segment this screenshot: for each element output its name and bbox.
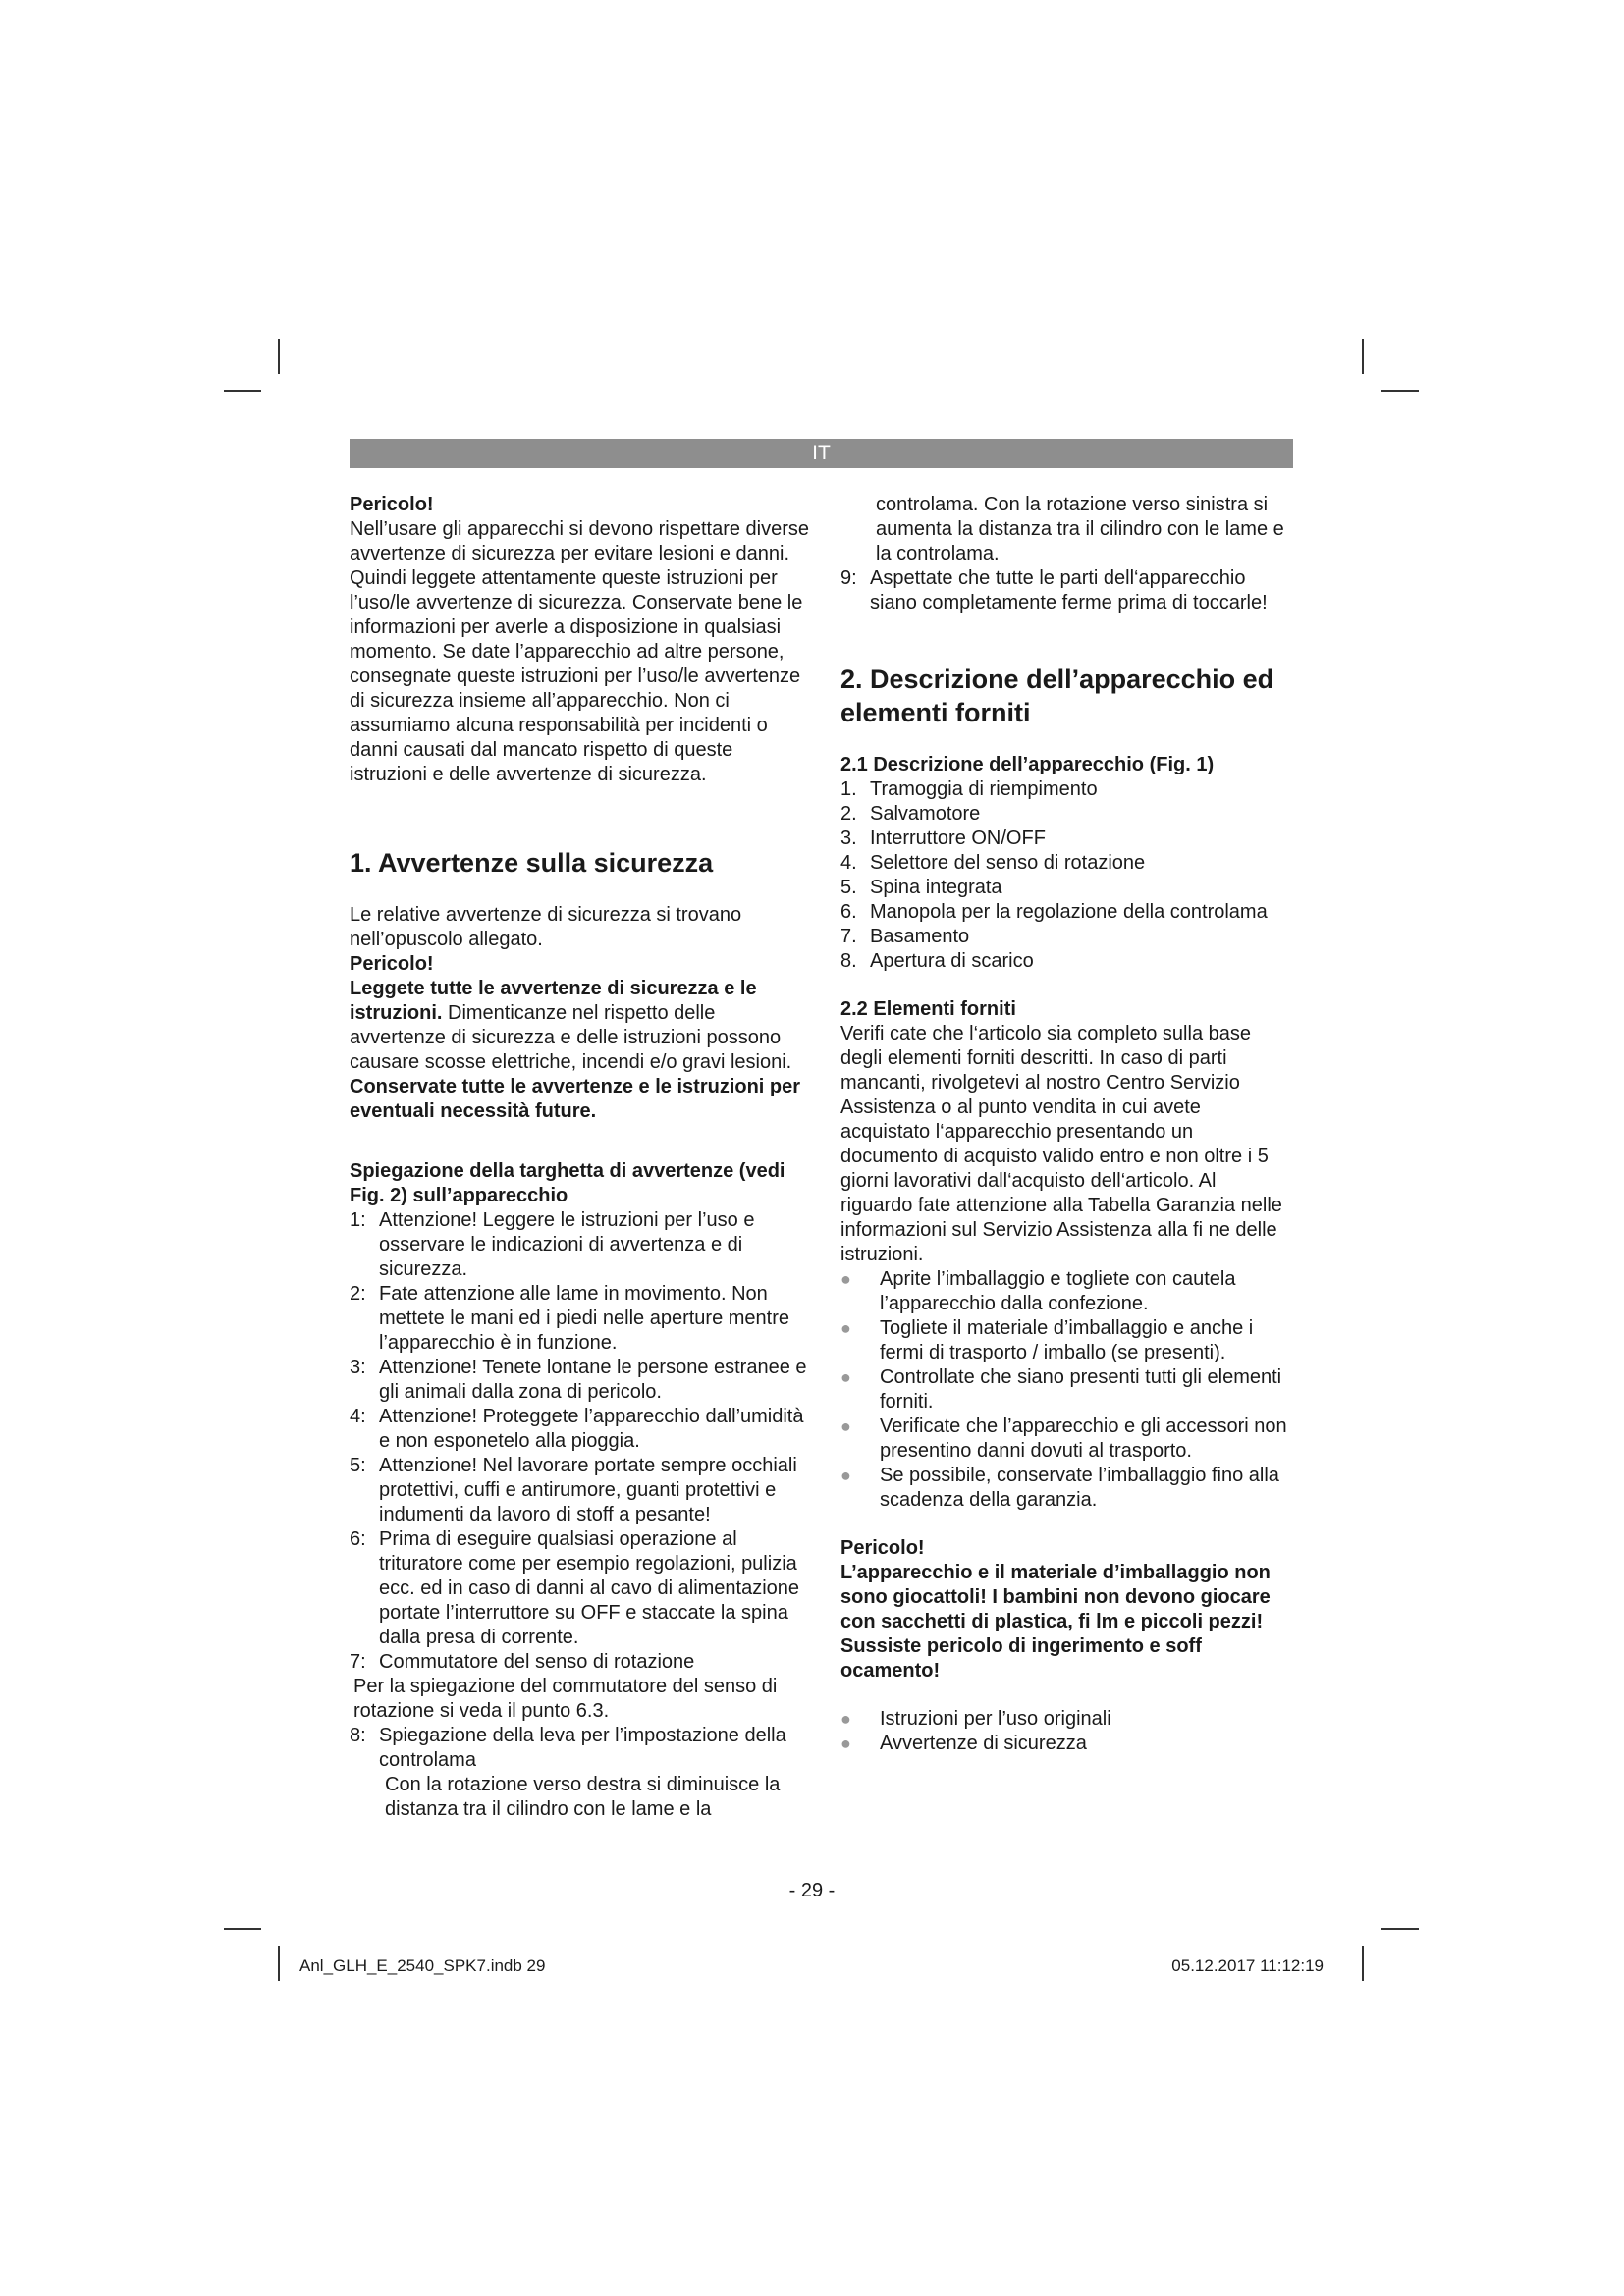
list-item: 1. Tramoggia di riempimento <box>840 778 1098 800</box>
list-item: ● Avvertenze di sicurezza <box>840 1733 1087 1754</box>
footer-file-name: Anl_GLH_E_2540_SPK7.indb 29 <box>299 1956 546 1975</box>
packaging-warning-text: L’apparecchio e il materiale d’imballaggio non sono giocattoli! I bambini non devono giocare con sacchetti di plastica, fi lm e piccoli pezzi! Sussiste pericolo di ingerimento e soff ocamento! <box>840 1562 1271 1682</box>
list-item: 9: Aspettate che tutte le parti dell‘apparecchio siano completamente ferme prima di toccarle! <box>840 567 1268 614</box>
language-header-bar <box>350 439 1293 468</box>
warning-plate-list-continued <box>350 1724 811 1773</box>
list-item: 8. Apertura di scarico <box>840 950 1034 972</box>
list-item: 6. Manopola per la regolazione della controlama <box>840 901 1268 923</box>
plate-8-detail: Con la rotazione verso destra si diminuisce la distanza tra il cilindro con le lame e la <box>385 1774 781 1820</box>
crop-mark-top-right-h <box>1381 390 1419 392</box>
list-item: 8: Spiegazione della leva per l’impostazione della controlama <box>350 1725 786 1771</box>
warning-plate-title: Spiegazione della targhetta di avvertenze (vedi Fig. 2) sull’apparecchio <box>350 1160 785 1206</box>
list-item: ● Aprite l’imballaggio e togliete con cautela l’apparecchio dalla confezione. <box>840 1268 1236 1314</box>
section-1-bold-read: Leggete tutte le avvertenze di sicurezza e le istruzioni. <box>350 978 757 1024</box>
section-1-title: 1. Avvertenze sulla sicurezza <box>350 848 714 878</box>
bullet-icon: ● <box>840 1367 851 1387</box>
crop-mark-bottom-left-h <box>224 1928 261 1930</box>
page-number: - 29 - <box>788 1880 836 1901</box>
included-documents-list <box>840 1707 1293 1756</box>
list-item: 7: Commutatore del senso di rotazione <box>350 1651 695 1673</box>
crop-mark-top-left-v <box>278 339 280 374</box>
crop-mark-bottom-left-v <box>278 1946 280 1981</box>
section-2-1-title: 2.1 Descrizione dell’apparecchio (Fig. 1) <box>840 754 1215 775</box>
left-column <box>350 493 811 1822</box>
list-item: 2: Fate attenzione alle lame in movimento. Non mettete le mani ed i piedi nelle aperture mentre l’apparecchio è in funzione. <box>350 1283 790 1354</box>
list-item: 7. Basamento <box>840 926 970 947</box>
crop-mark-top-right-v <box>1362 339 1364 374</box>
warning-plate-list <box>350 1208 811 1675</box>
bullet-icon: ● <box>840 1318 851 1338</box>
list-item: 2. Salvamotore <box>840 803 981 825</box>
list-item: 4. Selettore del senso di rotazione <box>840 852 1146 874</box>
packaging-warning-heading: Pericolo! <box>840 1537 925 1559</box>
right-column <box>840 493 1293 1756</box>
list-item: 5. Spina integrata <box>840 877 1002 898</box>
list-item: 5: Attenzione! Nel lavorare portate sempre occhiali protettivi, cuffi e antirumore, guanti protettivi e indumenti da lavoro di stoff a pesante! <box>350 1455 797 1525</box>
list-item: ● Istruzioni per l’uso originali <box>840 1708 1111 1730</box>
rotation-switch-note: Per la spiegazione del commutatore del senso di rotazione si veda il punto 6.3. <box>353 1676 778 1722</box>
intro-paragraph: Nell’usare gli apparecchi si devono rispettare diverse avvertenze di sicurezza per evitare lesioni e danni. Quindi leggete attentamente queste istruzioni per l’uso/le avvertenze di sicurezza. Conservate bene le informazioni per averle a disposizione in qualsiasi momento. Se date l’apparecchio ad altre persone, consegnate queste istruzioni per l’uso/le avvertenze di sicurezza insieme all’apparecchio. Non ci assumiamo alcuna responsabilità per incidenti o danni causati dal mancato rispetto di queste istruzioni e delle avvertenze di sicurezza. <box>350 518 810 785</box>
section-2-2-paragraph: Verifi cate che l‘articolo sia completo sulla base degli elementi forniti descritti. In caso di parti mancanti, rivolgetevi al nostro Centro Servizio Assistenza o al punto vendita in cui avete acquistato l‘apparecchio presentando un documento di acquisto valido entro e non oltre i 5 giorni lavorativi dall‘acquisto dell‘articolo. Al riguardo fate attenzione alla Tabella Garanzia nelle informazioni sul Servizio Assistenza alla fi ne delle istruzioni. <box>840 1023 1282 1265</box>
bullet-icon: ● <box>840 1734 851 1753</box>
crop-mark-bottom-right-h <box>1381 1928 1419 1930</box>
bullet-icon: ● <box>840 1709 851 1729</box>
section-2-2-title: 2.2 Elementi forniti <box>840 998 1016 1020</box>
list-item: ● Controllate che siano presenti tutti gli elementi forniti. <box>840 1366 1282 1413</box>
list-item: 4: Attenzione! Proteggete l’apparecchio dall’umidità e non esponetelo alla pioggia. <box>350 1406 804 1452</box>
list-item: 1: Attenzione! Leggere le istruzioni per l’uso e osservare le indicazioni di avvertenza e di sicurezza. <box>350 1209 755 1280</box>
list-item: ● Togliete il materiale d’imballaggio e anche i fermi di trasporto / imballo (se presenti). <box>840 1317 1254 1363</box>
parts-list <box>840 777 1293 974</box>
bullet-icon: ● <box>840 1269 851 1289</box>
intro-warning-heading: Pericolo! <box>350 494 434 515</box>
section-2-title: 2. Descrizione dell’apparecchio ed elementi forniti <box>840 665 1274 727</box>
plate-8-detail-continued: controlama. Con la rotazione verso sinistra si aumenta la distanza tra il cilindro con le lame e la controlama. <box>876 494 1284 564</box>
crop-mark-bottom-right-v <box>1362 1946 1364 1981</box>
list-item: 3. Interruttore ON/OFF <box>840 828 1046 849</box>
warning-plate-list-end <box>840 566 1293 615</box>
bullet-icon: ● <box>840 1466 851 1485</box>
unpacking-steps-list <box>840 1267 1293 1513</box>
section-1-bold-keep: Conservate tutte le avvertenze e le istruzioni per eventuali necessità future. <box>350 1076 801 1122</box>
section-1-consequences: Dimenticanze nel rispetto delle avvertenze di sicurezza e delle istruzioni possono causare scosse elettriche, incendi e/o gravi lesioni. <box>350 1002 792 1073</box>
list-item: ● Se possibile, conservate l’imballaggio fino alla scadenza della garanzia. <box>840 1465 1279 1511</box>
crop-mark-top-left-h <box>224 390 261 392</box>
footer-timestamp: 05.12.2017 11:12:19 <box>1171 1956 1324 1975</box>
bullet-icon: ● <box>840 1416 851 1436</box>
section-1-warning-paragraph <box>350 977 811 1075</box>
section-1-paragraph: Le relative avvertenze di sicurezza si trovano nell’opuscolo allegato. <box>350 904 742 950</box>
list-item: 6: Prima di eseguire qualsiasi operazione al trituratore come per esempio regolazioni, pulizia ecc. ed in caso di danni al cavo di alimentazione portate l’interruttore su OFF e staccate la spina dalla presa di corrente. <box>350 1528 800 1648</box>
list-item: 3: Attenzione! Tenete lontane le persone estranee e gli animali dalla zona di pericolo. <box>350 1357 807 1403</box>
list-item: ● Verificate che l’apparecchio e gli accessori non presentino danni dovuti al trasporto. <box>840 1415 1287 1462</box>
section-1-warning-heading: Pericolo! <box>350 953 434 975</box>
language-label: IT <box>812 442 831 464</box>
